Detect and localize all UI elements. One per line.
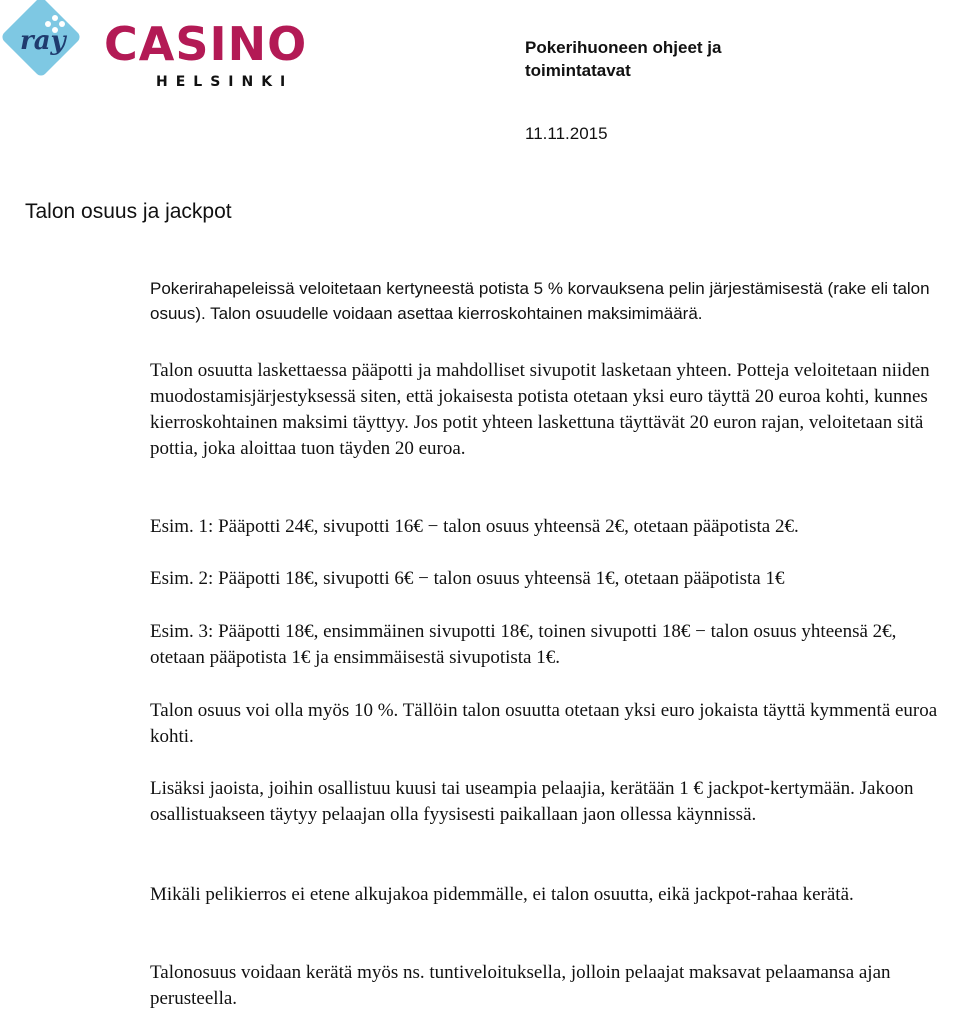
paragraph-example-2: Esim. 2: Pääpotti 18€, sivupotti 6€ − talon osuus yhteensä 1€, otetaan pääpotista 1€ (150, 568, 785, 589)
paragraph-no-rake: Mikäli pelikierros ei etene alkujakoa pidemmälle, ei talon osuutta, eikä jackpot-rahaa kerätä. (150, 884, 854, 905)
paragraph-example-3: Esim. 3: Pääpotti 18€, ensimmäinen sivupotti 18€, toinen sivupotti 18€ − talon osuus yhteensä 2€, otetaan pääpotista 1€ ja ensimmäisestä sivupotista 1€. (150, 621, 897, 668)
paragraph-rake-calculation: Talon osuutta laskettaessa pääpotti ja mahdolliset sivupotit lasketaan yhteen. Potteja veloitetaan niiden muodostamisjärjestyksessä siten, että jokaisesta potista otetaan yksi euro täyttä 20 euroa kohti, kunnes kierroskohtainen maksimi täyttyy. Jos potit yhteen laskettuna täyttävät 20 euron rajan, veloitetaan sitä pottia, joka aloittaa tuon täyden 20 euroa. (150, 360, 930, 459)
logo-city-text: HELSINKI (156, 74, 294, 90)
paragraph-time-charge: Talonosuus voidaan kerätä myös ns. tuntiveloituksella, jolloin pelaajat maksavat pelaamansa ajan perusteella. (150, 962, 891, 1009)
logo-casino-text: CASINO (104, 17, 308, 71)
section-heading: Talon osuus ja jackpot (25, 200, 232, 223)
logo-ray-text: ray (20, 26, 66, 56)
ray-casino-logo (4, 2, 324, 92)
document-date: 11.11.2015 (525, 124, 608, 143)
paragraph-ten-percent: Talon osuus voi olla myös 10 %. Tällöin talon osuutta otetaan yksi euro jokaista täyttä kymmentä euroa kohti. (150, 700, 938, 747)
document-title: Pokerihuoneen ohjeet ja toimintatavat (525, 38, 722, 80)
paragraph-rake: Pokerirahapeleissä veloitetaan kertyneestä potista 5 % korvauksena pelin järjestämisestä (rake eli talon osuus). Talon osuudelle voidaan asettaa kierroskohtainen maksimimäärä. (150, 279, 930, 323)
paragraph-example-1: Esim. 1: Pääpotti 24€, sivupotti 16€ − talon osuus yhteensä 2€, otetaan pääpotista 2€. (150, 516, 799, 537)
paragraph-jackpot: Lisäksi jaoista, joihin osallistuu kuusi tai useampia pelaajia, kerätään 1 € jackpot-kertymään. Jakoon osallistuakseen täytyy pelaajan olla fyysisesti paikallaan jaon ollessa käynnissä. (150, 778, 914, 825)
